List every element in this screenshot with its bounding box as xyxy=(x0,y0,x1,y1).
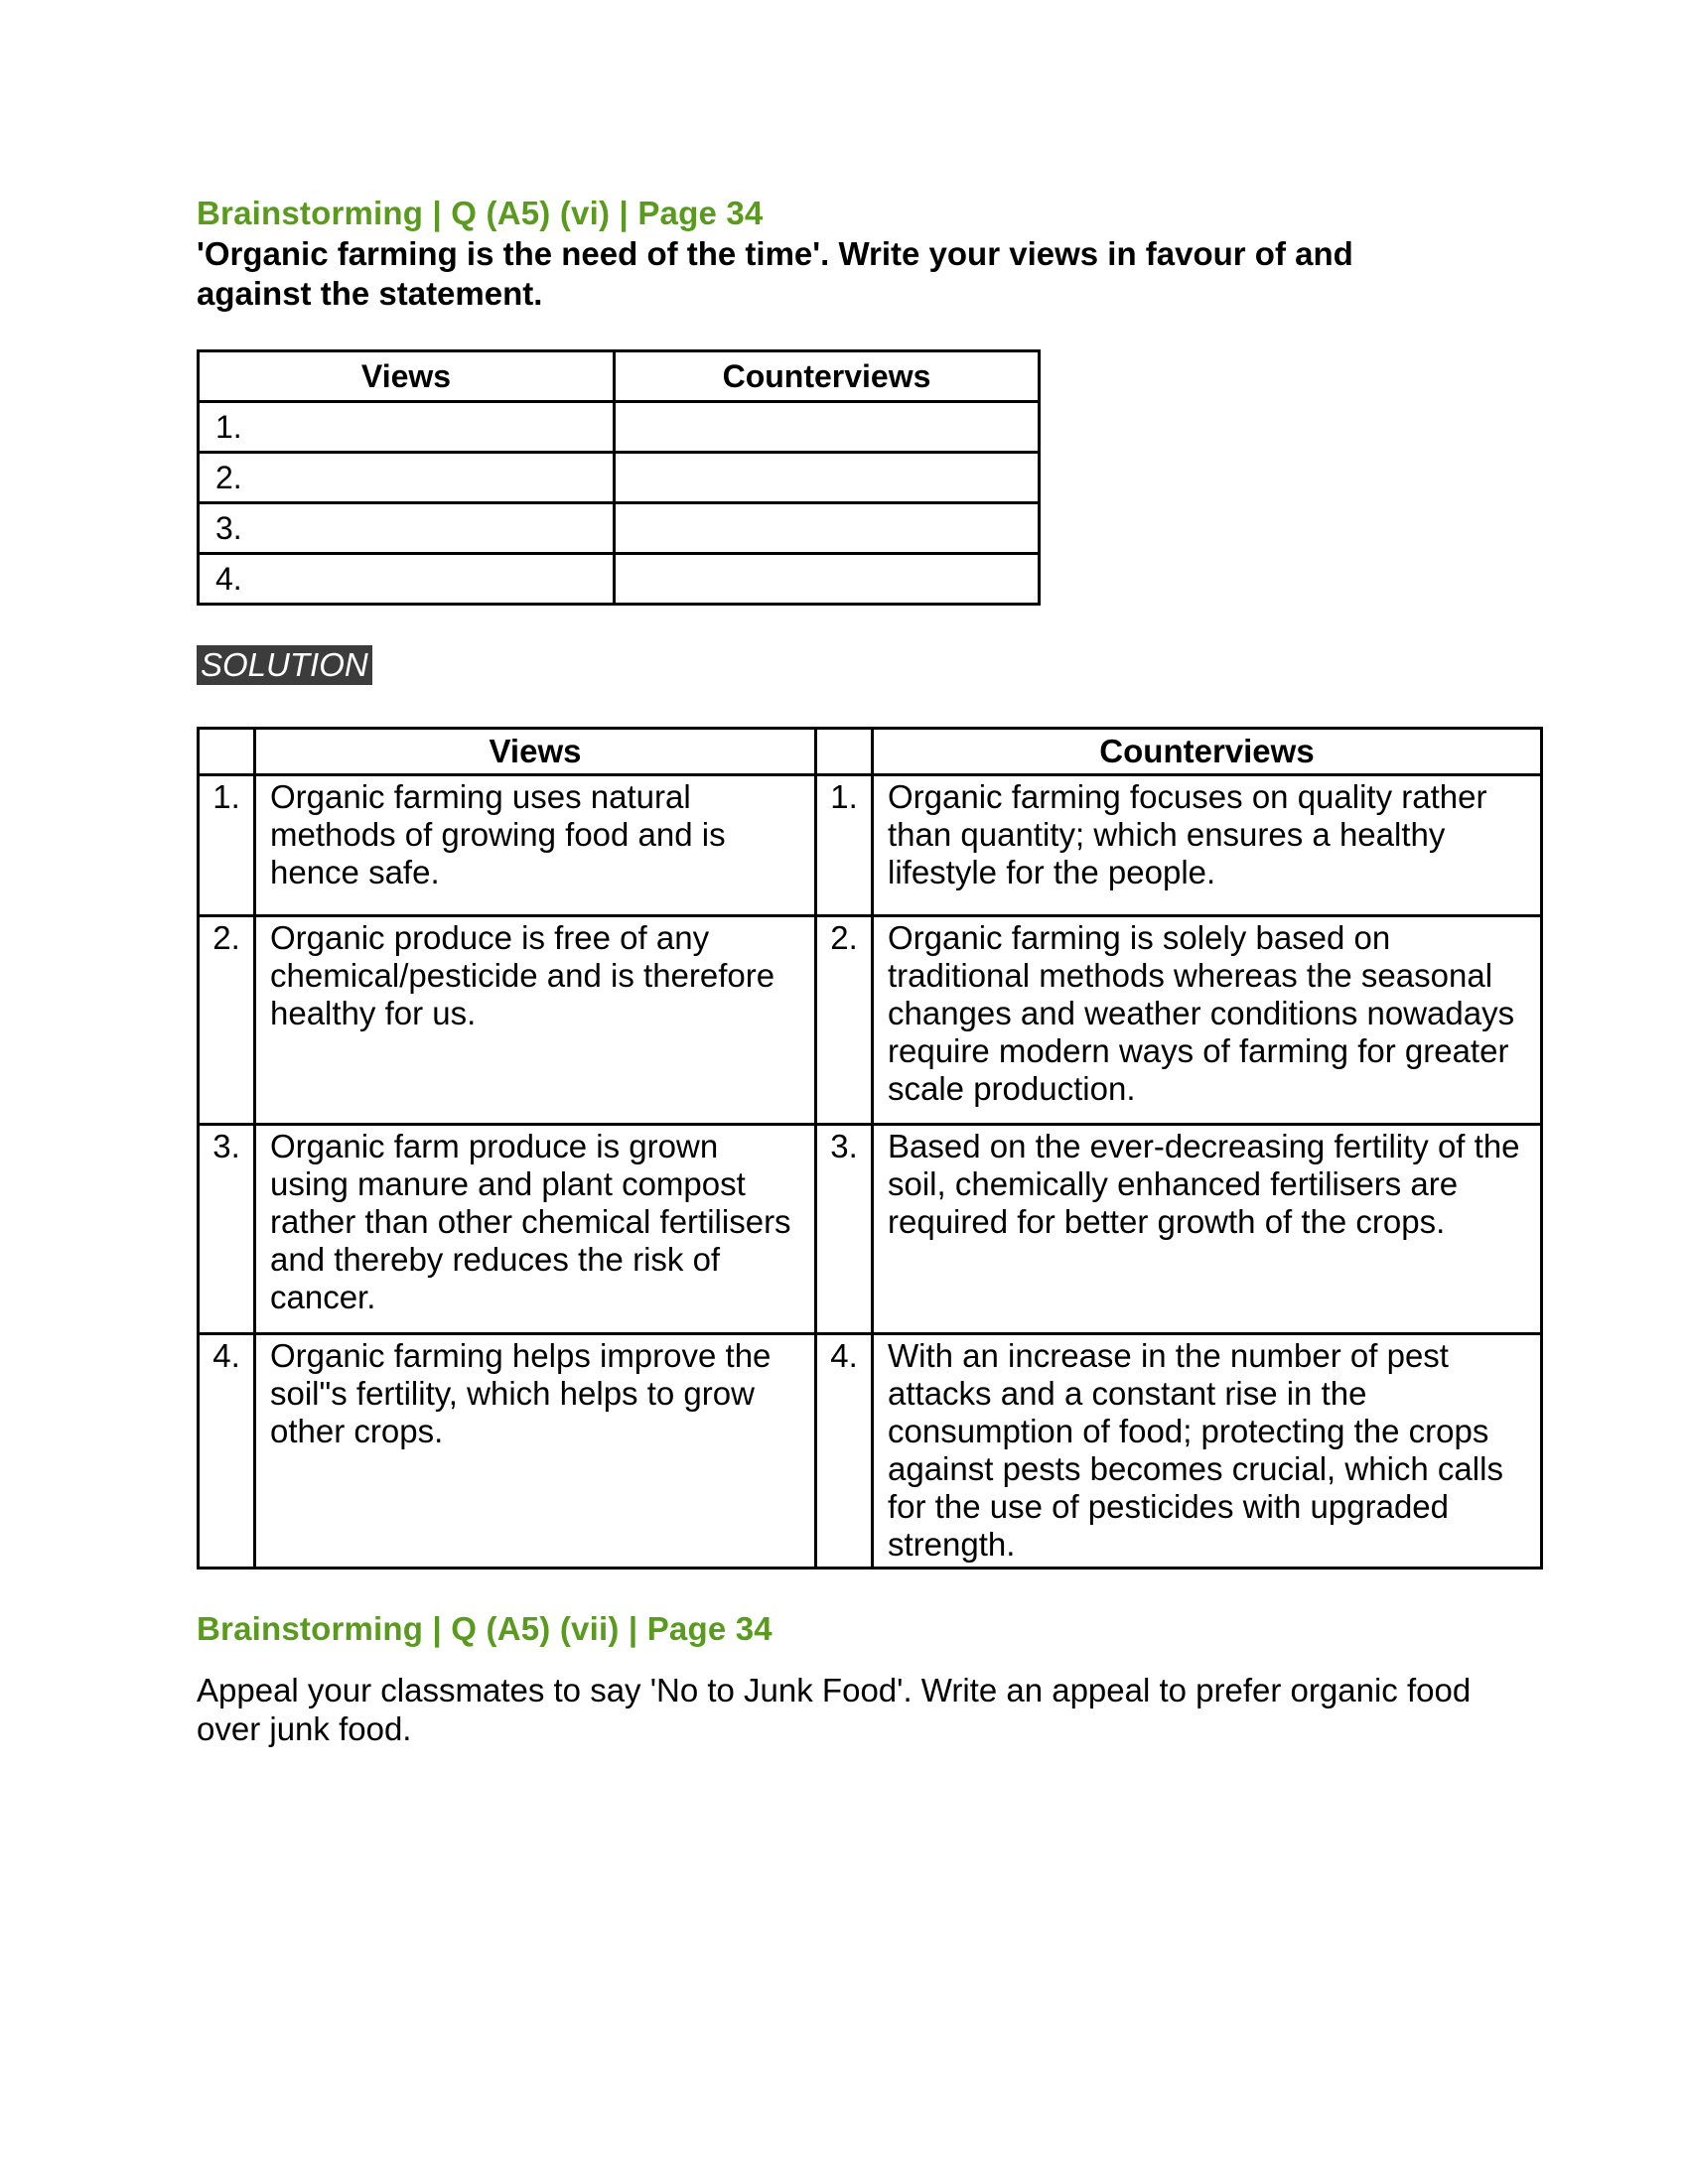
view-number: 4. xyxy=(199,1334,255,1569)
table-header-row xyxy=(199,351,1040,402)
table-row xyxy=(199,1125,1542,1334)
row-number: 2. xyxy=(199,453,615,503)
section-heading-vi: Brainstorming | Q (A5) (vi) | Page 34 xyxy=(197,195,764,231)
counterviews-header: Counterviews xyxy=(873,729,1542,775)
row-number: 4. xyxy=(199,554,615,605)
solution-label: SOLUTION xyxy=(197,645,372,685)
view-text: Organic farming uses natural methods of growing food and is hence safe. xyxy=(255,775,816,916)
counterviews-header: Counterviews xyxy=(615,351,1040,402)
counterview-text: Organic farming is solely based on traditional methods whereas the seasonal changes and weather conditions nowadays require modern ways of farming for greater scale production. xyxy=(873,916,1542,1125)
counterview-number: 3. xyxy=(816,1125,873,1334)
counterview-number: 4. xyxy=(816,1334,873,1569)
table-row xyxy=(199,503,1040,554)
table-row xyxy=(199,402,1040,453)
empty-cell xyxy=(615,453,1040,503)
counterview-text: Organic farming focuses on quality rather than quantity; which ensures a healthy lifestyle for the people. xyxy=(873,775,1542,916)
table-row xyxy=(199,1334,1542,1569)
counterview-text: Based on the ever-decreasing fertility of the soil, chemically enhanced fertilisers are required for better growth of the crops. xyxy=(873,1125,1542,1334)
counterview-number: 1. xyxy=(816,775,873,916)
table-row xyxy=(199,775,1542,916)
view-number: 3. xyxy=(199,1125,255,1334)
question-text: 'Organic farming is the need of the time'. Write your views in favour of and against the statement. xyxy=(197,235,1353,312)
view-number: 2. xyxy=(199,916,255,1125)
view-text: Organic farm produce is grown using manure and plant compost rather than other chemical fertilisers and thereby reduces the risk of cancer. xyxy=(255,1125,816,1334)
table-row xyxy=(199,916,1542,1125)
table-row xyxy=(199,453,1040,503)
section-heading-vii: Brainstorming | Q (A5) (vii) | Page 34 xyxy=(197,1610,773,1647)
views-header: Views xyxy=(255,729,816,775)
empty-cell xyxy=(615,503,1040,554)
row-number: 3. xyxy=(199,503,615,554)
views-header: Views xyxy=(199,351,615,402)
empty-header-cell xyxy=(199,729,255,775)
empty-cell xyxy=(615,554,1040,605)
counterview-text: With an increase in the number of pest attacks and a constant rise in the consumption of food; protecting the crops against pests becomes crucial, which calls for the use of pesticides with upgraded strength. xyxy=(873,1334,1542,1569)
counterview-number: 2. xyxy=(816,916,873,1125)
blank-views-table xyxy=(197,349,1041,606)
view-number: 1. xyxy=(199,775,255,916)
empty-cell xyxy=(615,402,1040,453)
empty-header-cell xyxy=(816,729,873,775)
row-number: 1. xyxy=(199,402,615,453)
view-text: Organic farming helps improve the soil"s fertility, which helps to grow other crops. xyxy=(255,1334,816,1569)
appeal-text: Appeal your classmates to say 'No to Junk Food'. Write an appeal to prefer organic food over junk food. xyxy=(197,1672,1472,1747)
table-header-row xyxy=(199,729,1542,775)
solution-table xyxy=(197,727,1543,1570)
view-text: Organic produce is free of any chemical/pesticide and is therefore healthy for us. xyxy=(255,916,816,1125)
table-row xyxy=(199,554,1040,605)
